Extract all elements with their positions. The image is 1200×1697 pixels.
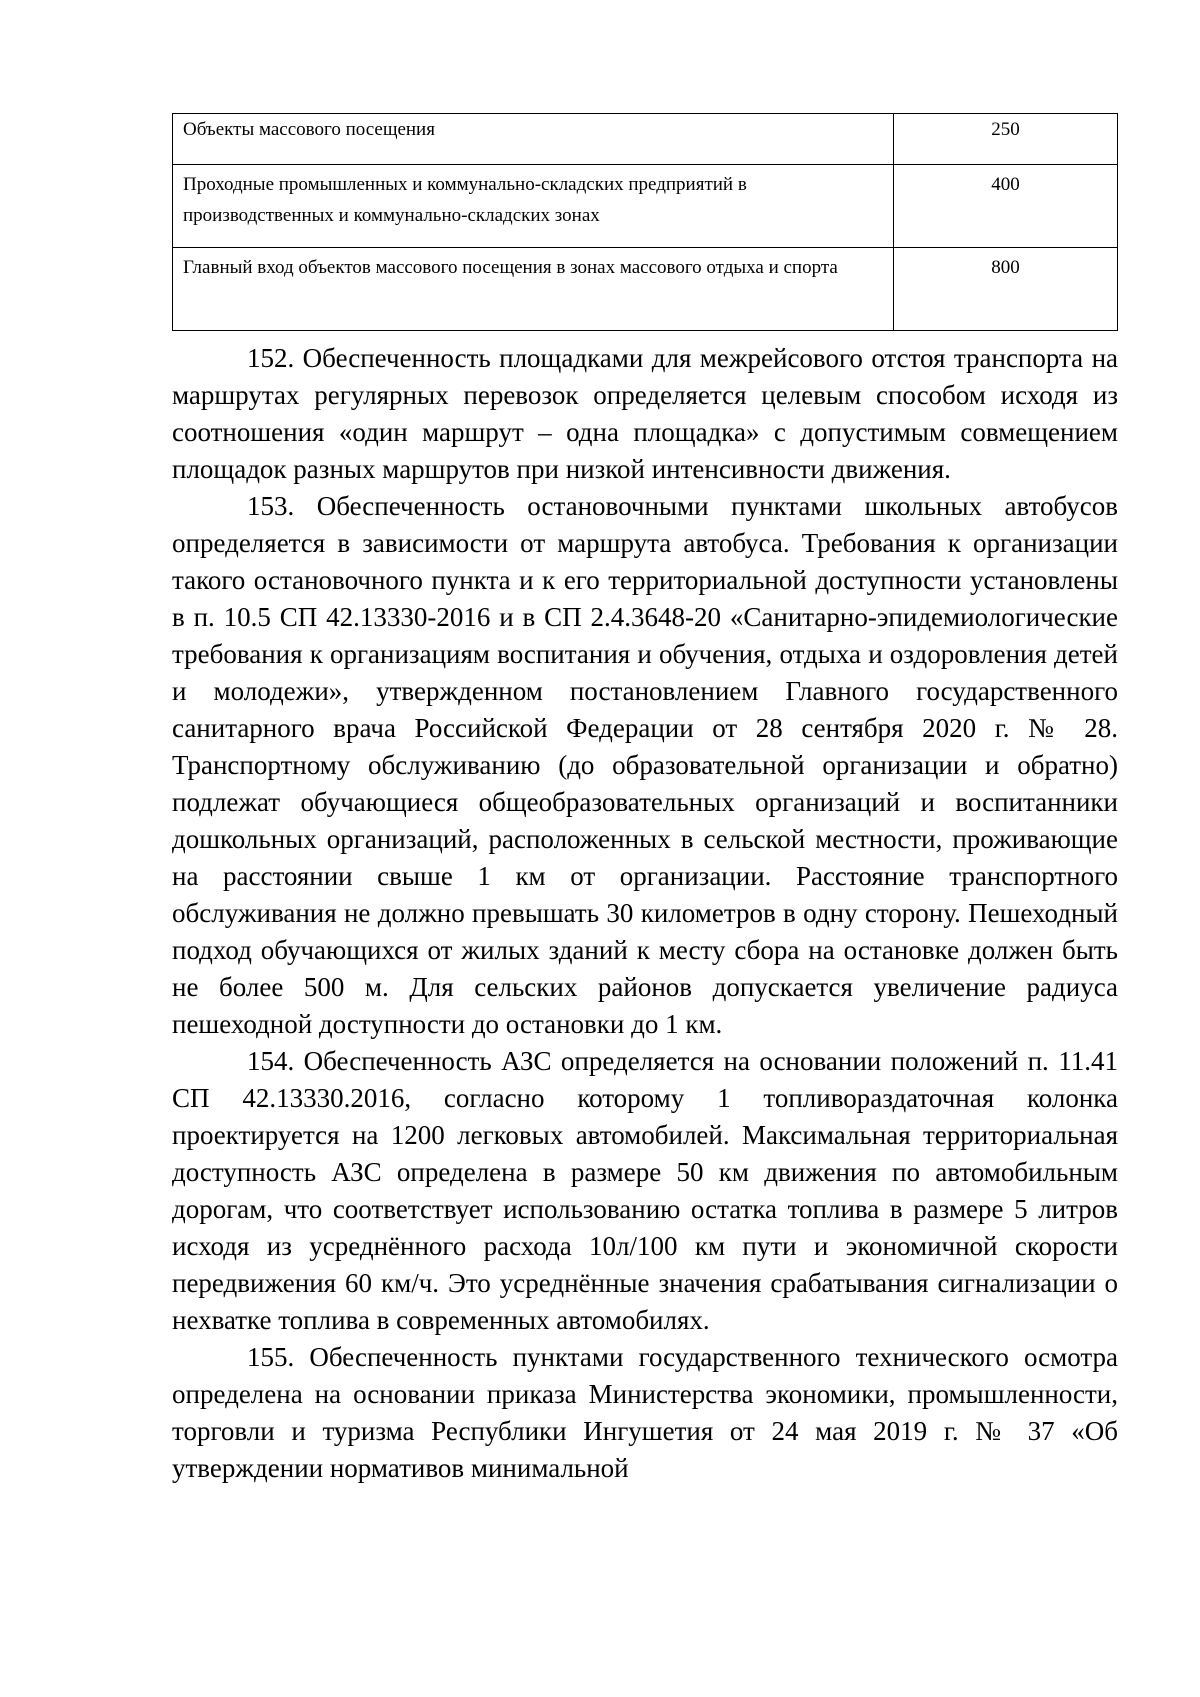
table-cell-value: 400 <box>894 165 1118 248</box>
table-row <box>173 114 1118 165</box>
paragraph-154: 154. Обеспеченность АЗС определяется на основании положений п. 11.41 СП 42.13330.2016, согласно которому 1 топливораздаточная колонка проектируется на 1200 легковых автомобилей. Максимальная территориальная доступность АЗС определена в размере 50 км движения по автомобильным дорогам, что соответствует использованию остатка топлива в размере 5 литров исходя из усреднённого расхода 10л/100 км пути и экономичной скорости передвижения 60 км/ч. Это усреднённые значения срабатывания сигнализации о нехватке топлива в современных автомобилях. <box>172 1046 1118 1335</box>
document-body <box>172 340 1118 1487</box>
paragraph-152: 152. Обеспеченность площадками для межрейсового отстоя транспорта на маршрутах регулярных перевозок определяется целевым способом исходя из соотношения «один маршрут – одна площадка» с допустимым совмещением площадок разных маршрутов при низкой интенсивности движения. <box>172 343 1118 484</box>
table-cell-name: Объекты массового посещения <box>173 114 894 165</box>
table-row <box>173 248 1118 331</box>
norms-table <box>172 113 1118 331</box>
table-cell-value: 250 <box>894 114 1118 165</box>
paragraph-153: 153. Обеспеченность остановочными пунктами школьных автобусов определяется в зависимости от маршрута автобуса. Требования к организации такого остановочного пункта и к его территориальной доступности установлены в п. 10.5 СП 42.13330-2016 и в СП 2.4.3648-20 «Санитарно-эпидемиологические требования к организациям воспитания и обучения, отдыха и оздоровления детей и молодежи», утвержденном постановлением Главного государственного санитарного врача Российской Федерации от 28 сентября 2020 г. № 28. Транспортному обслуживанию (до образовательной организации и обратно) подлежат обучающиеся общеобразовательных организаций и воспитанники дошкольных организаций, расположенных в сельской местности, проживающие на расстоянии свыше 1 км от организации. Расстояние транспортного обслуживания не должно превышать 30 километров в одну сторону. Пешеходный подход обучающихся от жилых зданий к месту сбора на остановке должен быть не более 500 м. Для сельских районов допускается увеличение радиуса пешеходной доступности до остановки до 1 км. <box>172 491 1118 1039</box>
table-cell-name: Проходные промышленных и коммунально-складских предприятий в производственных и коммунально-складских зонах <box>173 165 894 248</box>
paragraph-155: 155. Обеспеченность пунктами государственного технического осмотра определена на основании приказа Министерства экономики, промышленности, торговли и туризма Республики Ингушетия от 24 мая 2019 г. № 37 «Об утверждении нормативов минимальной <box>172 1342 1118 1483</box>
table-cell-name: Главный вход объектов массового посещения в зонах массового отдыха и спорта <box>173 248 894 331</box>
table-row <box>173 165 1118 248</box>
table-cell-value: 800 <box>894 248 1118 331</box>
